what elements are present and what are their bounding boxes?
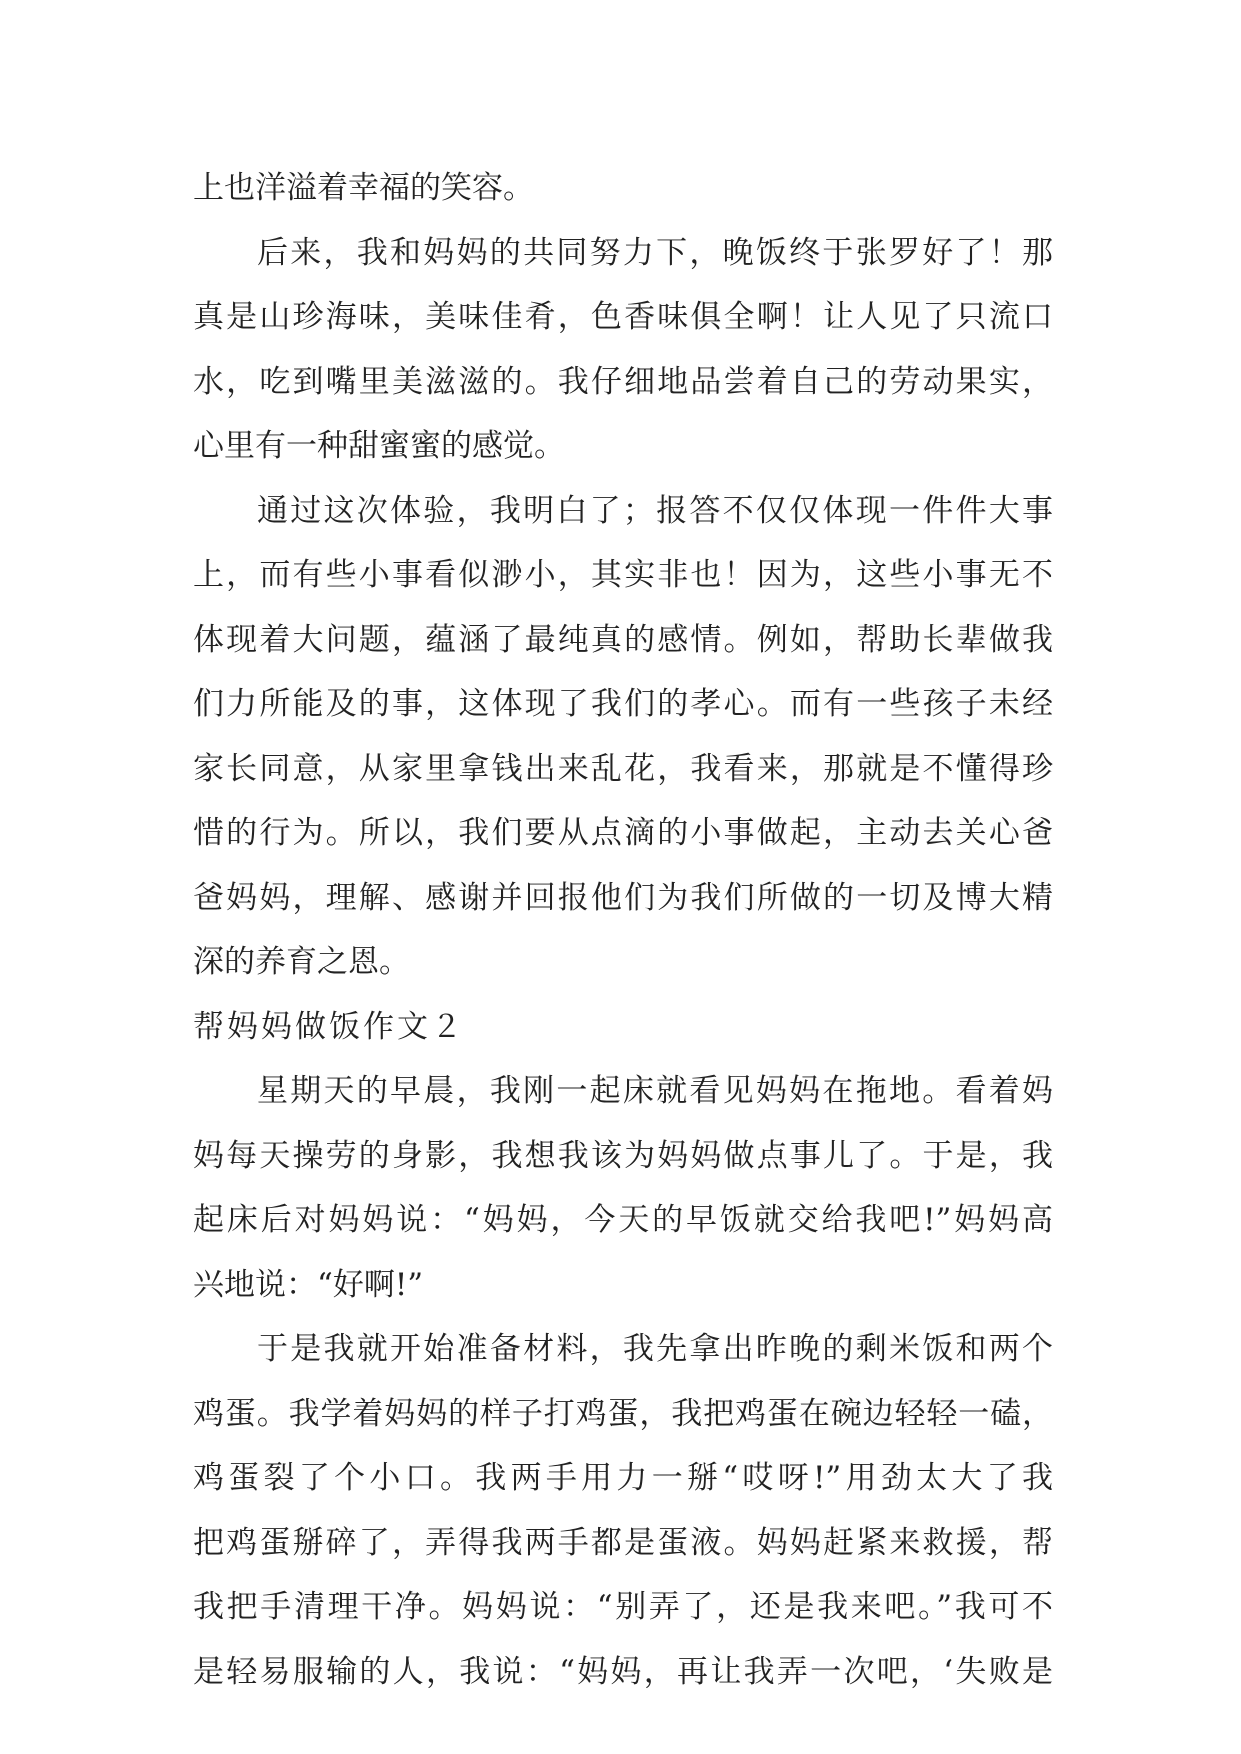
text-line: 是轻易服输的人，我说：“妈妈，再让我弄一次吧，‘失败是 [193, 1653, 1053, 1690]
text-line: 起床后对妈妈说：“妈妈，今天的早饭就交给我吧!”妈妈高 [193, 1202, 1053, 1238]
text-line: 妈每天操劳的身影，我想我该为妈妈做点事儿了。于是，我 [193, 1137, 1053, 1174]
paragraph-start-line: 后来，我和妈妈的共同努力下，晚饭终于张罗好了！那 [257, 234, 1053, 271]
text-line: 深的养育之恩。 [193, 944, 410, 980]
text-line: 鸡蛋裂了个小口。我两手用力一掰“哎呀!”用劲太大了我 [193, 1460, 1053, 1496]
text-line: 惜的行为。所以，我们要从点滴的小事做起，主动去关心爸 [193, 815, 1053, 851]
paragraph-start-line: 星期天的早晨，我刚一起床就看见妈妈在拖地。看着妈 [257, 1073, 1053, 1109]
text-line: 家长同意，从家里拿钱出来乱花，我看来，那就是不懂得珍 [193, 750, 1053, 787]
text-line: 鸡蛋。我学着妈妈的样子打鸡蛋，我把鸡蛋在碗边轻轻一磕， [193, 1395, 1053, 1432]
text-line: 兴地说：“好啊!” [193, 1266, 424, 1303]
text-line: 爸妈妈，理解、感谢并回报他们为我们所做的一切及博大精 [193, 879, 1053, 916]
text-line: 体现着大问题，蕴涵了最纯真的感情。例如，帮助长辈做我 [193, 621, 1053, 658]
document-body [193, 156, 1053, 1704]
text-line: 水，吃到嘴里美滋滋的。我仔细地品尝着自己的劳动果实， [193, 363, 1053, 400]
text-line: 心里有一种甜蜜蜜的感觉。 [193, 428, 565, 464]
text-line: 上也洋溢着幸福的笑容。 [193, 170, 534, 206]
text-line: 我把手清理干净。妈妈说：“别弄了，还是我来吧。”我可不 [193, 1589, 1053, 1625]
text-line: 上，而有些小事看似渺小，其实非也！因为，这些小事无不 [193, 557, 1053, 593]
section-heading: 帮妈妈做饭作文２ [193, 1008, 465, 1045]
text-line: 把鸡蛋掰碎了，弄得我两手都是蛋液。妈妈赶紧来救援，帮 [193, 1524, 1053, 1561]
text-line: 真是山珍海味，美味佳肴，色香味俱全啊！让人见了只流口 [193, 299, 1053, 335]
paragraph-start-line: 于是我就开始准备材料，我先拿出昨晚的剩米饭和两个 [257, 1331, 1053, 1367]
text-line: 们力所能及的事，这体现了我们的孝心。而有一些孩子未经 [193, 686, 1053, 722]
paragraph-start-line: 通过这次体验，我明白了；报答不仅仅体现一件件大事 [257, 492, 1053, 529]
